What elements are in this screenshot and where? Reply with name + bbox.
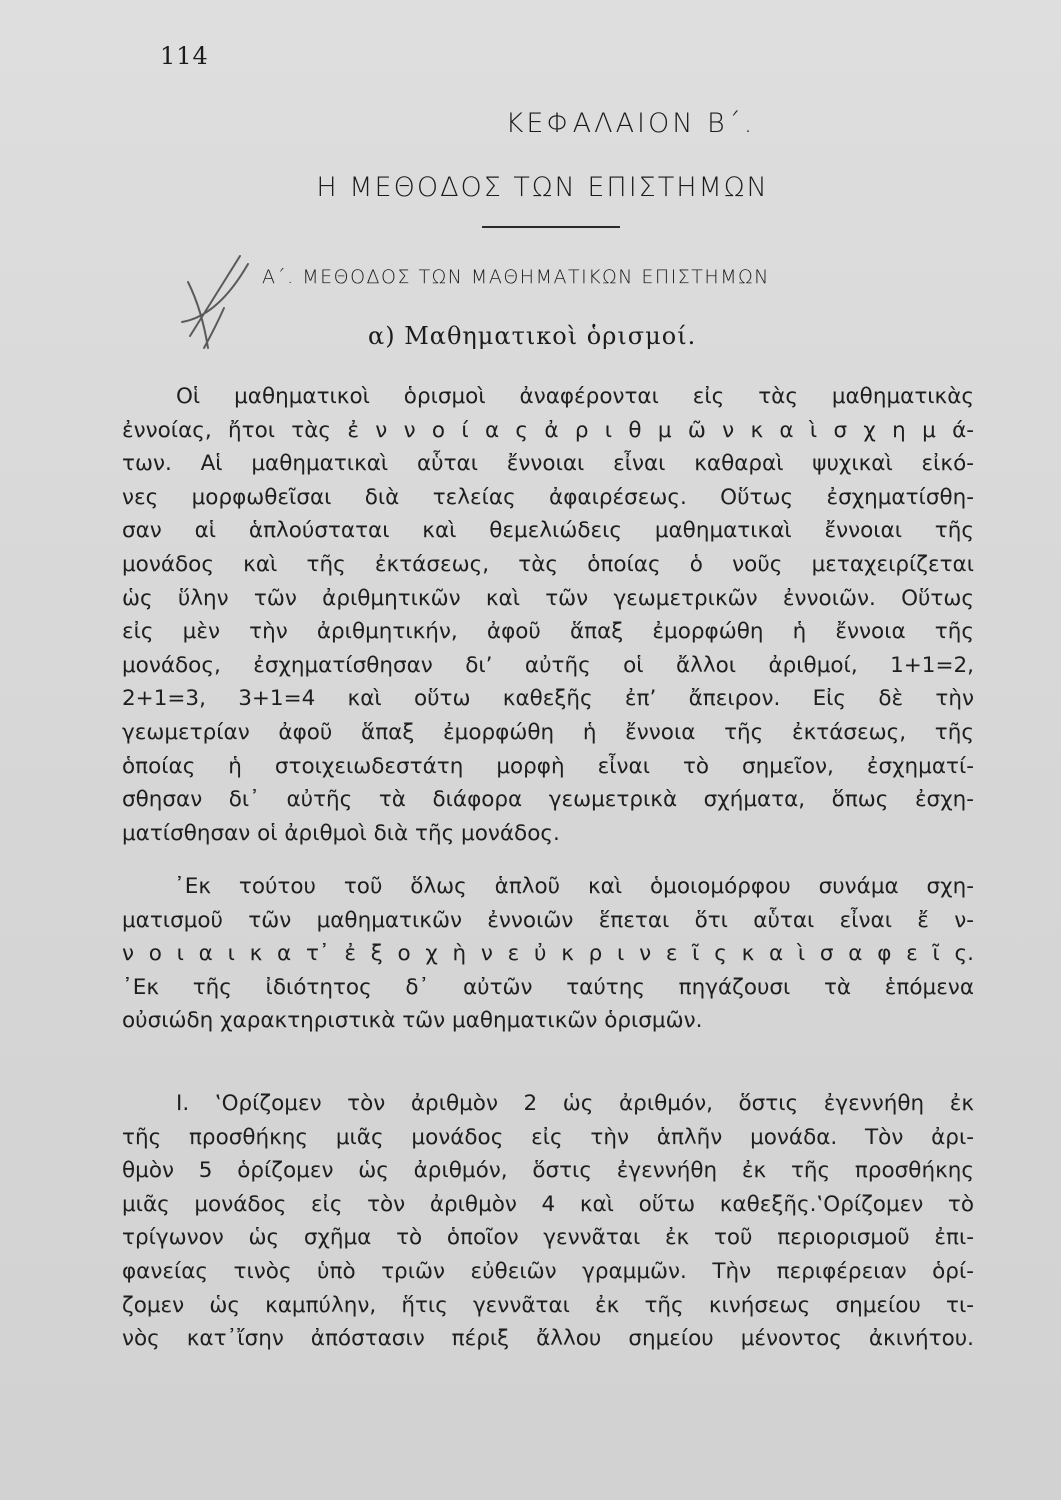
text-line: εἰς μὲν τὴν ἀριθμητικήν, ἀφοῦ ἅπαξ ἐμορφώθη ἡ ἔννοια τῆς xyxy=(122,619,974,645)
text-line: νες μορφωθεῖσαι διὰ τελείας ἀφαιρέσεως. Οὕτως ἐσχηματίσθη- xyxy=(122,484,974,510)
text-line: μιᾶς μονάδος εἰς τὸν ἀριθμὸν 4 καὶ οὕτω καθεξῆς.‛Ορίζομεν τὸ xyxy=(122,1191,974,1217)
text-line: των. Αἱ μαθηματικαὶ αὗται ἔννοιαι εἶναι καθαραὶ ψυχικαὶ εἰκό- xyxy=(122,451,974,477)
text-line: σαν αἱ ἁπλούσταται καὶ θεμελιώδεις μαθηματικαὶ ἔννοιαι τῆς xyxy=(122,518,974,544)
section-title: Α΄. ΜΕΘΟΔΟΣ ΤΩΝ ΜΑΘΗΜΑΤΙΚΩΝ ΕΠΙΣΤΗΜΩΝ xyxy=(262,266,770,288)
text-line: ἐννοίας, ἤτοι τὰς ἐ ν ν ο ί α ς ἀ ρ ι θ μ ῶ ν κ α ὶ σ χ η μ ά- xyxy=(122,417,974,443)
text-line: ὁποίας ἡ στοιχειωδεστάτη μορφὴ εἶναι τὸ σημεῖον, ἐσχηματί- xyxy=(122,753,974,779)
text-line: ζομεν ὡς καμπύλην, ἥτις γεννᾶται ἐκ τῆς κινήσεως σημείου τι- xyxy=(122,1292,974,1318)
text-line: σθησαν δι᾽ αὐτῆς τὰ διάφορα γεωμετρικὰ σχήματα, ὅπως ἐσχη- xyxy=(122,787,974,813)
text-line: μονάδος καὶ τῆς ἐκτάσεως, τὰς ὁποίας ὁ νοῦς μεταχειρίζεται xyxy=(122,551,974,577)
paragraph-2 xyxy=(122,870,974,1038)
text-line: νὸς κατ᾽ἴσην ἀπόστασιν πέριξ ἄλλου σημείου μένοντος ἀκινήτου. xyxy=(122,1326,974,1352)
text-line: ματισμοῦ τῶν μαθηματικῶν ἐννοιῶν ἕπεται ὅτι αὗται εἶναι ἔ ν- xyxy=(122,907,974,933)
text-line: μονάδος, ἐσχηματίσθησαν δι’ αὐτῆς οἱ ἄλλοι ἀριθμοί, 1+1=2, xyxy=(122,652,974,678)
text-line: ᾽Εκ τῆς ἰδιότητος δ᾽ αὐτῶν ταύτης πηγάζουσι τὰ ἑπόμενα xyxy=(122,974,974,1000)
text-line: γεωμετρίαν ἀφοῦ ἅπαξ ἐμορφώθη ἡ ἔννοια τῆς ἐκτάσεως, τῆς xyxy=(122,719,974,745)
text-line: φανείας τινὸς ὑπὸ τριῶν εὐθειῶν γραμμῶν. Τὴν περιφέρειαν ὁρί- xyxy=(122,1258,974,1284)
page-number: 114 xyxy=(160,42,209,70)
handwritten-pen-mark-icon xyxy=(178,252,258,352)
paragraph-3 xyxy=(122,1087,974,1356)
text-line: Οἱ μαθηματικοὶ ὁρισμοὶ ἀναφέρονται εἰς τὰς μαθηματικὰς xyxy=(176,384,974,409)
text-line: 2+1=3, 3+1=4 καὶ οὕτω καθεξῆς ἐπ’ ἄπειρον. Εἰς δὲ τὴν xyxy=(122,686,974,712)
text-line: τρίγωνον ὡς σχῆμα τὸ ὁποῖον γεννᾶται ἐκ τοῦ περιορισμοῦ ἐπι- xyxy=(122,1225,974,1251)
subsection-title: α) Μαθηματικοὶ ὁρισμοί. xyxy=(368,322,697,350)
paragraph-1 xyxy=(122,380,974,850)
text-line: θμὸν 5 ὁρίζομεν ὡς ἀριθμόν, ὅστις ἐγεννήθη ἐκ τῆς προσθήκης xyxy=(122,1158,974,1184)
chapter-label: ΚΕΦΑΛΑΙΟΝ Β΄. xyxy=(505,108,756,139)
text-line: οὐσιώδη χαρακτηριστικὰ τῶν μαθηματικῶν ὁρισμῶν. xyxy=(122,1008,703,1034)
chapter-title: Η ΜΕΘΟΔΟΣ ΤΩΝ ΕΠΙΣΤΗΜΩΝ xyxy=(316,172,769,203)
text-line: Ι. ‛Ορίζομεν τὸν ἀριθμὸν 2 ὡς ἀριθμόν, ὅστις ἐγεννήθη ἐκ xyxy=(176,1091,974,1116)
text-line: ματίσθησαν οἱ ἀριθμοὶ διὰ τῆς μονάδος. xyxy=(122,820,560,846)
title-divider xyxy=(482,226,620,228)
text-line: ὡς ὕλην τῶν ἀριθμητικῶν καὶ τῶν γεωμετρικῶν ἐννοιῶν. Οὕτως xyxy=(122,585,974,611)
text-line: τῆς προσθήκης μιᾶς μονάδος εἰς τὴν ἁπλῆν μονάδα. Τὸν ἀρι- xyxy=(122,1124,974,1150)
text-line: ν ο ι α ι κ α τ᾽ ἐ ξ ο χ ὴ ν ε ὐ κ ρ ι ν ε ῖ ς κ α ὶ σ α φ ε ῖ ς. xyxy=(122,941,974,967)
text-line: ᾽Εκ τούτου τοῦ ὅλως ἁπλοῦ καὶ ὁμοιομόρφου συνάμα σχη- xyxy=(174,874,974,899)
